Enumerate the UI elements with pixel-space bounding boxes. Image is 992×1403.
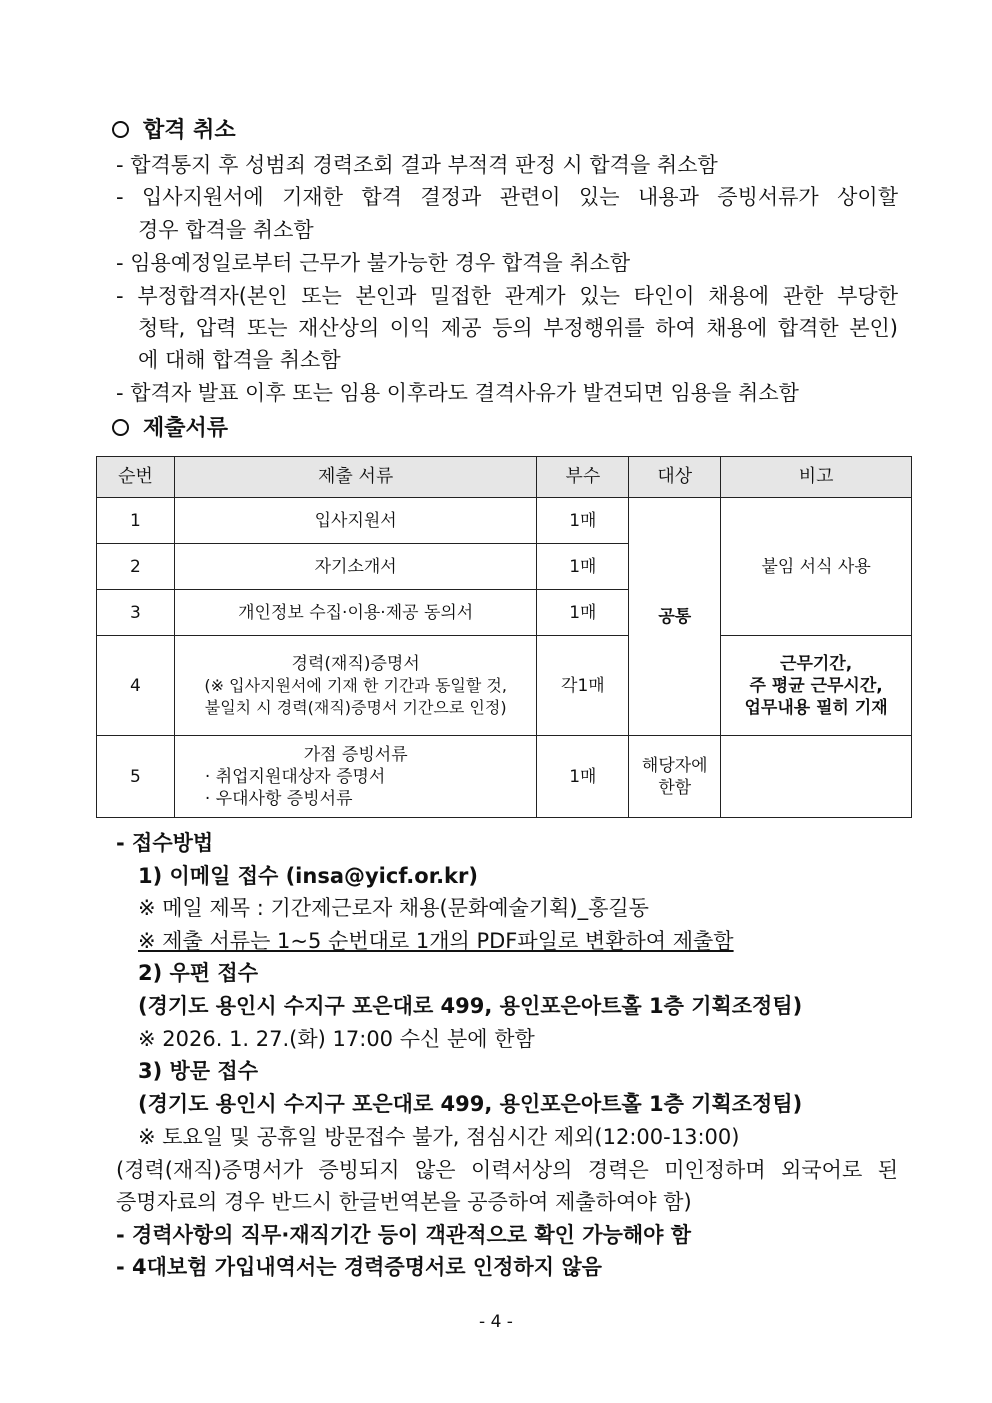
list-item: - 임용예정일로부터 근무가 불가능한 경우 합격을 취소함 — [116, 251, 631, 275]
target-line: 한함 — [658, 777, 692, 798]
document-name: 가점 증빙서류 — [303, 744, 408, 765]
copies: 1매 — [537, 544, 629, 590]
career-note: (경력(재직)증명서가 증빙되지 않은 이력서상의 경력은 미인정하며 외국어로 된 — [116, 1158, 898, 1182]
target-applicable — [629, 736, 721, 818]
list-item: 에 대해 합격을 취소함 — [138, 348, 341, 372]
table-row — [97, 736, 912, 818]
receipt-title: - 접수방법 — [116, 831, 214, 855]
copies: 1매 — [537, 498, 629, 544]
section-heading-documents — [112, 414, 228, 444]
document-note: (※ 입사지원서에 기재 한 기간과 동일할 것, — [204, 675, 507, 695]
target-line: 해당자에 — [641, 755, 708, 776]
section-title: 합격 취소 — [143, 118, 236, 143]
document-name: 자기소개서 — [174, 544, 537, 590]
header-cell: 순번 — [97, 457, 175, 498]
visit-address: (경기도 용인시 수지구 포은대로 499, 용인포은아트홀 1층 기획조정팀) — [138, 1092, 803, 1116]
target-common: 공통 — [629, 498, 721, 736]
section-heading-cancel — [112, 116, 236, 146]
section-title: 제출서류 — [143, 416, 229, 441]
document-sub: · 우대사항 증빙서류 — [204, 788, 353, 809]
remark-empty — [721, 736, 912, 818]
header-cell: 비고 — [721, 457, 912, 498]
bold-note: - 경력사항의 직무·재직기간 등이 객관적으로 확인 가능해야 함 — [116, 1223, 692, 1247]
remark-line: 근무기간, — [780, 653, 853, 674]
remark-line: 주 평균 근무시간, — [749, 675, 883, 696]
list-item: - 부정합격자(본인 또는 본인과 밀접한 관계가 있는 타인이 채용에 관한 부당한 — [116, 284, 898, 308]
document-name-cell — [174, 636, 537, 736]
page-number: - 4 - — [479, 1312, 513, 1332]
list-item: - 합격통지 후 성범죄 경력조회 결과 부적격 판정 시 합격을 취소함 — [116, 153, 718, 177]
document-name-cell — [174, 736, 537, 818]
row-number: 1 — [97, 498, 175, 544]
visit-note: ※ 토요일 및 공휴일 방문접수 불가, 점심시간 제외(12:00-13:00) — [138, 1125, 740, 1149]
row-number: 2 — [97, 544, 175, 590]
email-title: 1) 이메일 접수 (insa@yicf.or.kr) — [138, 864, 478, 888]
post-note: ※ 2026. 1. 27.(화) 17:00 수신 분에 한함 — [138, 1027, 535, 1051]
documents-table — [96, 456, 912, 818]
visit-title: 3) 방문 접수 — [138, 1059, 258, 1083]
row-number: 5 — [97, 736, 175, 818]
document-sub: · 취업지원대상자 증명서 — [204, 766, 386, 787]
email-note-underlined: ※ 제출 서류는 1~5 순번대로 1개의 PDF파일로 변환하여 제출함 — [138, 929, 734, 953]
career-note: 증명자료의 경우 반드시 한글번역본을 공증하여 제출하여야 함) — [116, 1190, 692, 1214]
list-item: 경우 합격을 취소함 — [138, 218, 314, 242]
copies: 1매 — [537, 590, 629, 636]
bold-note: - 4대보험 가입내역서는 경력증명서로 인정하지 않음 — [116, 1255, 602, 1279]
header-cell: 부수 — [537, 457, 629, 498]
document-name: 입사지원서 — [174, 498, 537, 544]
header-cell: 대상 — [629, 457, 721, 498]
list-item: - 입사지원서에 기재한 합격 결정과 관련이 있는 내용과 증빙서류가 상이할 — [116, 185, 898, 209]
post-address: (경기도 용인시 수지구 포은대로 499, 용인포은아트홀 1층 기획조정팀) — [138, 994, 803, 1018]
remark-line: 업무내용 필히 기재 — [744, 697, 888, 718]
circle-bullet-icon — [112, 121, 129, 138]
document-name: 경력(재직)증명서 — [291, 653, 420, 674]
email-note: ※ 메일 제목 : 기간제근로자 채용(문화예술기획)_홍길동 — [138, 896, 649, 920]
copies: 1매 — [537, 736, 629, 818]
document-note: 불일치 시 경력(재직)증명서 기간으로 인정) — [204, 697, 507, 717]
document-name: 개인정보 수집·이용·제공 동의서 — [174, 590, 537, 636]
table-header-row — [97, 457, 912, 498]
list-item: - 합격자 발표 이후 또는 임용 이후라도 결격사유가 발견되면 임용을 취소함 — [116, 381, 799, 405]
table-row — [97, 636, 912, 736]
circle-bullet-icon — [112, 419, 129, 436]
table-row — [97, 498, 912, 544]
post-title: 2) 우편 접수 — [138, 961, 258, 985]
copies: 각1매 — [537, 636, 629, 736]
header-cell: 제출 서류 — [174, 457, 537, 498]
list-item: 청탁, 압력 또는 재산상의 이익 제공 등의 부정행위를 하여 채용에 합격한 본인) — [138, 316, 898, 340]
remark-career — [721, 636, 912, 736]
row-number: 4 — [97, 636, 175, 736]
remark-form: 붙임 서식 사용 — [721, 498, 912, 636]
row-number: 3 — [97, 590, 175, 636]
